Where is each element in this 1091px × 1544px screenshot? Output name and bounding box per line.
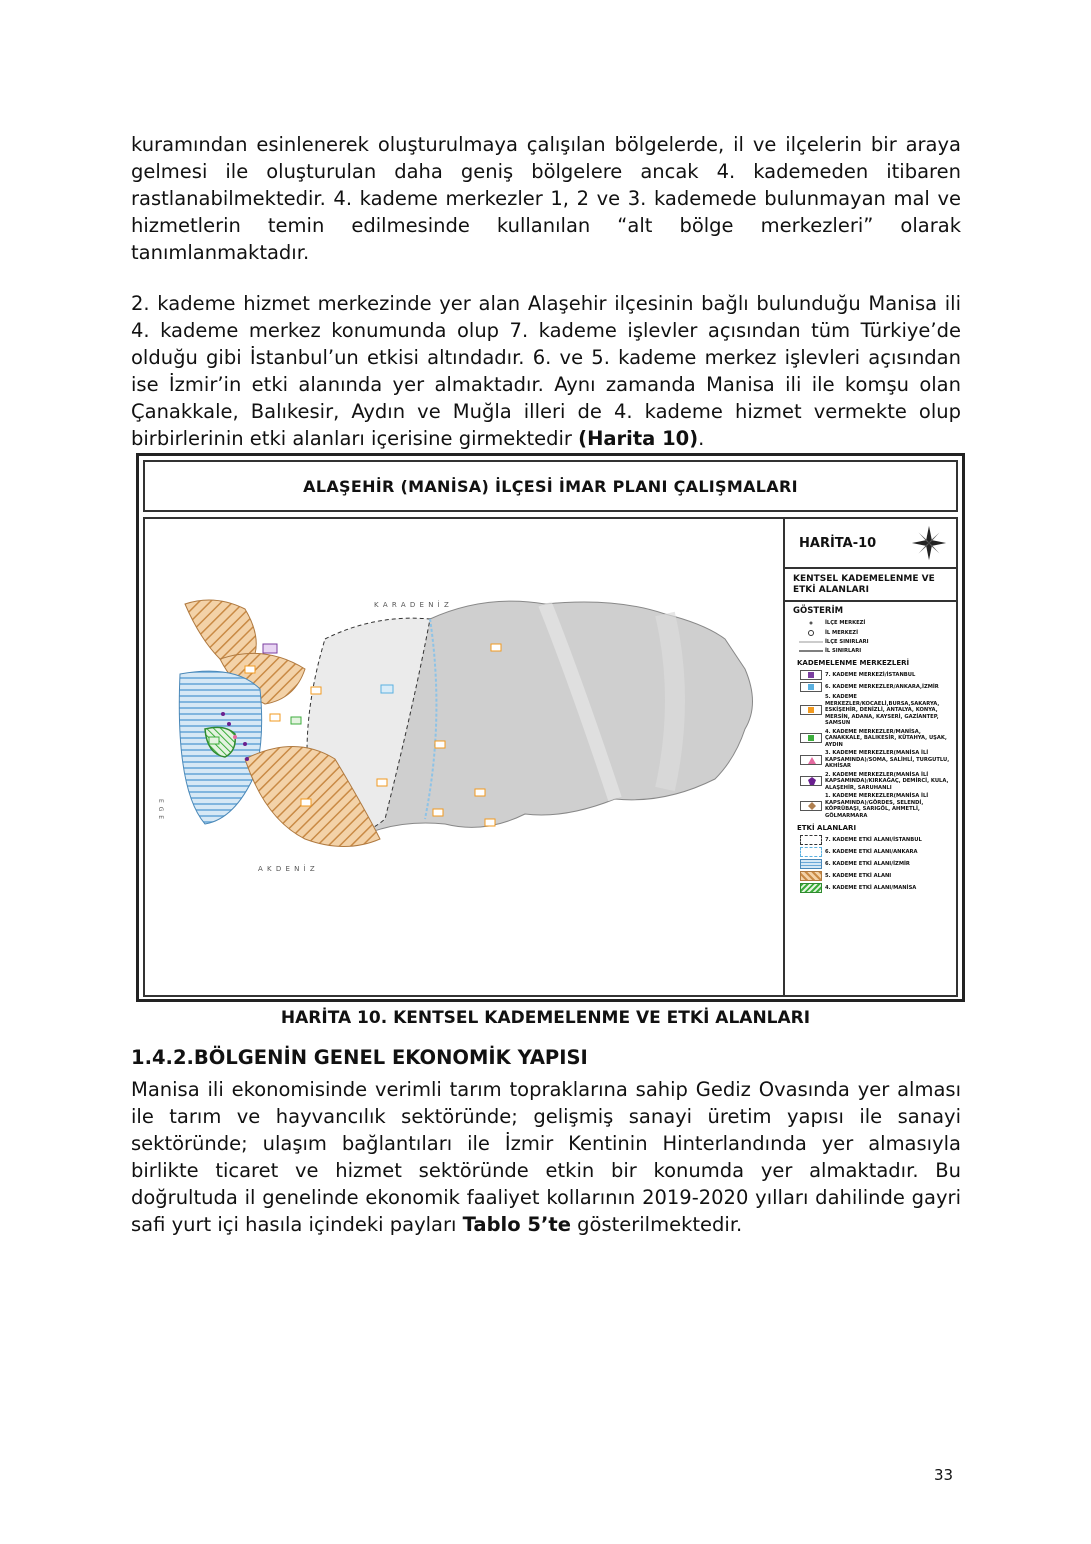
legend-item-center-6: 6. KADEME MERKEZLER/ANKARA,İZMİR (785, 681, 956, 693)
legend-item-il-sinirlari: İL SINIRLARI (785, 647, 956, 656)
area5-swatch (800, 871, 822, 881)
paragraph-1: kuramından esinlenerek oluşturulmaya çalışılan bölgelerde, il ve ilçelerin bir araya gelmesi ile oluşturulan daha geniş bölgelere ancak 4. kademeden itibaren rastlanabilmektedir. 4. kademe merkezler 1, 2 ve 3. kademede bulunmayan mal ve hizmetlerin temin edilmesinde kullanılan “alt bölge merkezleri” olarak tanımlanmaktadır. (131, 133, 961, 264)
map-title-box (143, 460, 958, 512)
page-number: 33 (934, 1466, 954, 1484)
map-reference: (Harita 10) (578, 427, 699, 450)
tier2-swatch (800, 776, 822, 786)
legend-item-area-6-izmir: 6. KADEME ETKİ ALANI/İZMİR (785, 858, 956, 870)
area7-swatch (800, 835, 822, 845)
legend-item-area-7: 7. KADEME ETKİ ALANI/İSTANBUL (785, 834, 956, 846)
paragraph-3-end: gösterilmektedir. (570, 1213, 743, 1236)
turkey-map (145, 519, 785, 995)
ilce-center-icon (806, 619, 816, 627)
legend-header (785, 519, 956, 569)
map-caption: HARİTA 10. KENTSEL KADEMELENME VE ETKİ ALANLARI (280, 1008, 811, 1028)
paragraph-2 (131, 290, 961, 452)
legend-item-area-6-ankara: 6. KADEME ETKİ ALANI/ANKARA (785, 846, 956, 858)
tier4-swatch (800, 733, 822, 743)
map-title: ALAŞEHİR (MANİSA) İLÇESİ İMAR PLANI ÇALIŞMALARI (303, 476, 798, 496)
north-arrow-icon (910, 524, 948, 562)
sea-label-ege: E G E (157, 799, 164, 821)
area4-swatch (800, 883, 822, 893)
legend-item-center-2: 2. KADEME MERKEZLER(MANİSA İLİ KAPSAMINDA)/KIRKAĞAÇ, DEMİRCİ, KULA, ALAŞEHİR, SARUHANLI (785, 771, 956, 793)
legend-item-area-4: 4. KADEME ETKİ ALANI/MANİSA (785, 882, 956, 894)
tier3-swatch (800, 755, 822, 765)
legend-item-center-5: 5. KADEME MERKEZLER/KOCAELİ,BURSA,SAKARYA, ESKİŞEHİR, DENİZLİ, ANTALYA, KONYA, MERSİN, ADANA, KAYSERİ, GAZİANTEP, SAMSUN (785, 693, 956, 728)
il-border-icon (799, 648, 823, 654)
legend-item-ilce-merkezi: İLÇE MERKEZİ (785, 618, 956, 628)
tier7-swatch (800, 670, 822, 680)
legend-item-center-3: 3. KADEME MERKEZLER(MANİSA İLİ KAPSAMINDA)/SOMA, SALİHLİ, TURGUTLU, AKHİSAR (785, 749, 956, 771)
sea-label-akdeniz: A K D E N İ Z (258, 865, 316, 873)
tier6-swatch (800, 682, 822, 692)
legend-centers-heading: KADEMELENME MERKEZLERİ (797, 659, 910, 667)
tier1-swatch (800, 801, 822, 811)
legend-item-area-5: 5. KADEME ETKİ ALANI (785, 870, 956, 882)
legend-item-ilce-sinirlari: İLÇE SINIRLARI (785, 638, 956, 647)
paragraph-2-end: . (698, 427, 705, 450)
paragraph-3 (131, 1076, 961, 1238)
legend-heading: GÖSTERİM (793, 606, 844, 616)
istanbul-center-marker (263, 644, 277, 653)
map-legend (783, 519, 956, 995)
legend-item-center-1: 1. KADEME MERKEZLER(MANİSA İLİ KAPSAMINDA)/GÖRDES, SELENDİ, KÖPRÜBAŞI, SARIGÖL, AHMETLİ, GÖLMARMARA (785, 792, 956, 820)
ilce-border-icon (799, 639, 823, 645)
tier5-swatch (800, 705, 822, 715)
il-center-icon (806, 629, 816, 637)
sea-label-karadeniz: K A R A D E N İ Z (374, 601, 450, 609)
paragraph-3-text: Manisa ili ekonomisinde verimli tarım topraklarına sahip Gediz Ovasında yer alması ile tarım ve hayvancılık sektöründe; gelişmiş sanayi üretim yapısı ile sanayi sektöründe; ulaşım bağlantıları ile İzmir Kentinin Hinterlandında yer almasıyla birlikte ticaret ve hizmet sektöründe etkin bir konumda yer almaktadır. Bu doğrultuda il genelinde ekonomik faaliyet kollarının 2019-2020 yılları dahilinde gayri safi yurt içi hasıla içindeki payları (131, 1078, 961, 1236)
legend-item-center-4: 4. KADEME MERKEZLER/MANİSA, ÇANAKKALE, BALIKESİR, KÜTAHYA, UŞAK, AYDIN (785, 728, 956, 750)
legend-item-center-7: 7. KADEME MERKEZİ/İSTANBUL (785, 669, 956, 681)
legend-item-il-merkezi: İL MERKEZİ (785, 628, 956, 638)
legend-title: KENTSEL KADEMELENME VE ETKİ ALANLARI (785, 569, 956, 602)
area6-ankara-swatch (800, 847, 822, 857)
section-heading: 1.4.2.BÖLGENİN GENEL EKONOMİK YAPISI (131, 1046, 588, 1069)
map-number: HARİTA-10 (799, 535, 877, 551)
area6-izmir-swatch (800, 859, 822, 869)
table-reference: Tablo 5’te (462, 1213, 571, 1236)
paragraph-2-text: 2. kademe hizmet merkezinde yer alan Alaşehir ilçesinin bağlı bulunduğu Manisa ili 4. kademe merkez konumunda olup 7. kademe işlevler açısından tüm Türkiye’de olduğu gibi İstanbul’un etkisi altındadır. 6. ve 5. kademe merkez işlevleri açısından ise İzmir’in etki alanında yer almaktadır. Aynı zamanda Manisa ili ile komşu olan Çanakkale, Balıkesir, Aydın ve Muğla illeri de 4. kademe hizmet vermekte olup birbirlerinin etki alanları içerisine girmektedir (131, 292, 961, 450)
legend-areas-heading: ETKİ ALANLARI (797, 824, 857, 832)
